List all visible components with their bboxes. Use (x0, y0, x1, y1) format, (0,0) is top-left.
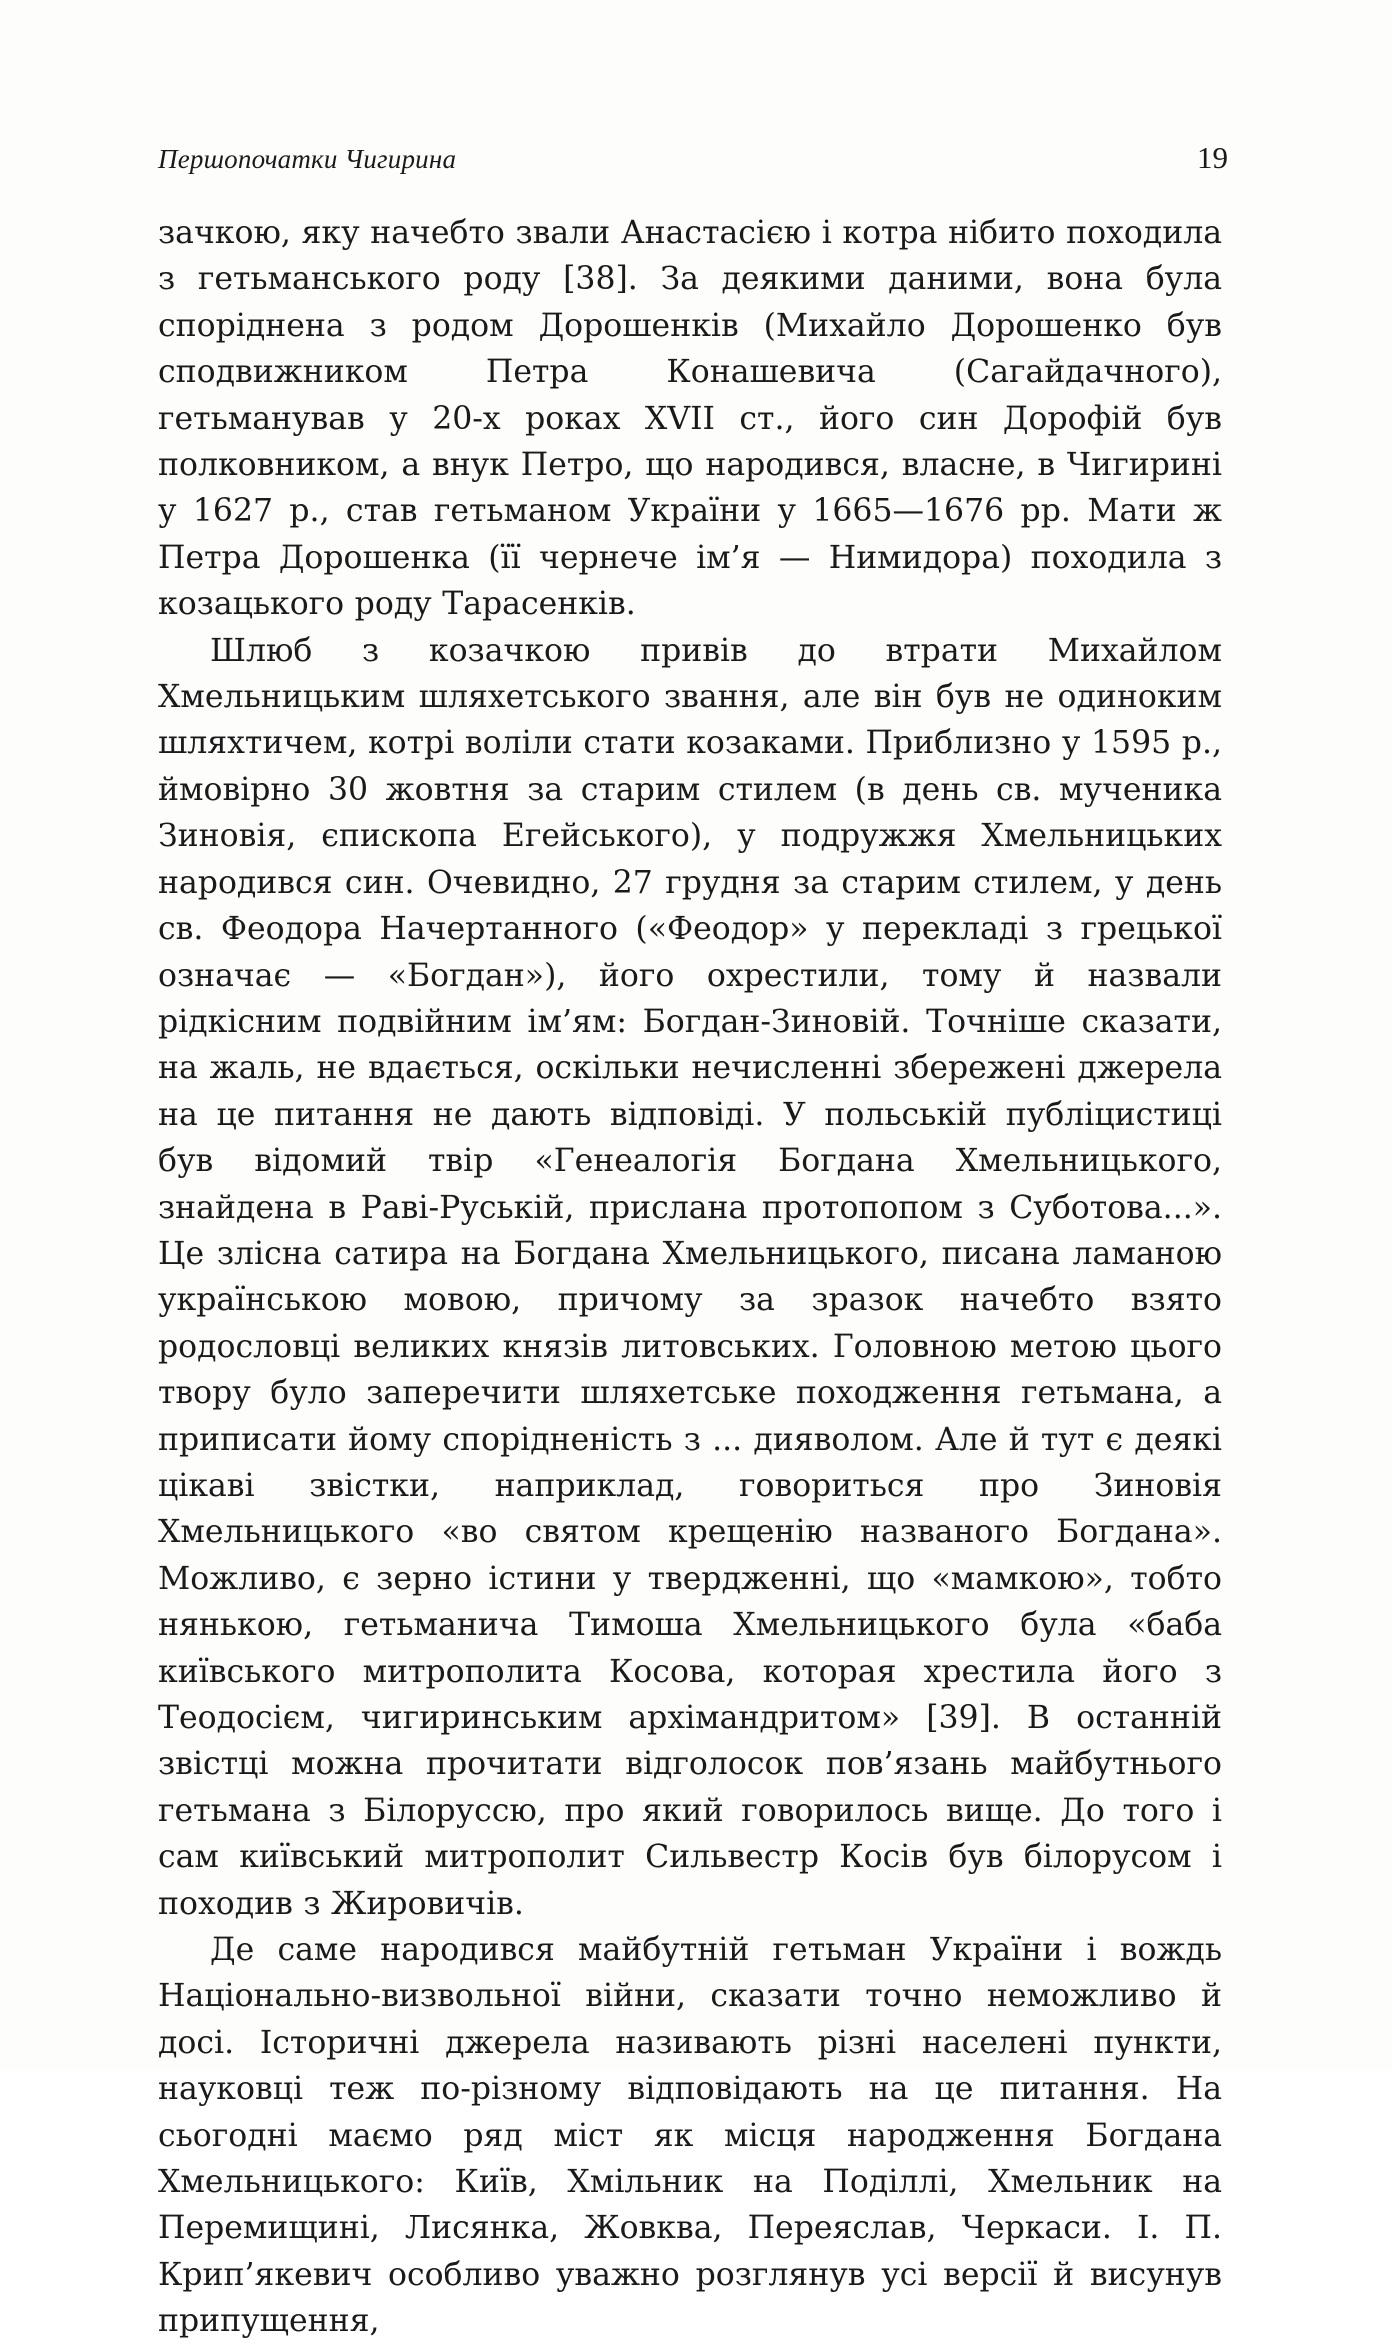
running-title: Першопочатки Чигирина (158, 144, 457, 174)
paragraph-continued: зачкою, яку начебто звали Анастасією і котра нібито походила з гетьманського роду [38]. За деякими даними, вона була споріднена з родом Дорошенків (Михайло Дорошенко був сподвижником Петра Конашевича (Сагайдачного), гетьманував у 20-х роках XVII ст., його син Дорофій був полковником, а внук Петро, що народився, власне, в Чигирині у 1627 р., став гетьманом України у 1665—1676 рр. Мати ж Петра Дорошенка (її чернече ім’я — Нимидора) походила з козацького роду Тарасенків. (158, 215, 1222, 623)
body-text (158, 210, 1222, 2345)
running-head (158, 140, 1228, 196)
paragraph: Де саме народився майбутній гетьман України і вождь Національно-визвольної війни, сказати точно неможливо й досі. Історичні джерела називають різні населені пункти, науковці теж по-різному відповідають на це питання. На сьогодні маємо ряд міст як місця народження Богдана Хмельницького: Київ, Хмільник на Поділлі, Хмельник на Перемищині, Лисянка, Жовква, Переяслав, Черкаси. І. П. Крип’якевич особливо уважно розглянув усі версії й висунув припущення, (158, 1932, 1222, 2340)
page-number: 19 (1197, 140, 1228, 175)
paragraph: Шлюб з козачкою привів до втрати Михайлом Хмельницьким шляхетського звання, але він був не одиноким шляхтичем, котрі воліли стати козаками. Приблизно у 1595 р., ймовірно 30 жовтня за старим стилем (в день св. мученика Зиновія, єпископа Егейського), у подружжя Хмельницьких народився син. Очевидно, 27 грудня за старим стилем, у день св. Феодора Начертанного («Феодор» у перекладі з грецької означає — «Богдан»), його охрестили, тому й назвали рідкісним подвійним ім’ям: Богдан-Зиновій. Точніше сказати, на жаль, не вдається, оскільки нечисленні збережені джерела на це питання не дають відповіді. У польській публіцистиці був відомий твір «Генеалогія Богдана Хмельницького, знайдена в Раві-Руській, прислана протопопом з Суботова...». Це злісна сатира на Богдана Хмельницького, писана ламаною українською мовою, причому за зразок начебто взято родословці великих князів литовських. Головною метою цього твору було заперечити шляхетське походження гетьмана, а приписати йому спорідненість з ... дияволом. Але й тут є деякі цікаві звістки, наприклад, говориться про Зиновія Хмельницького «во святом крещенію названого Богдана». Можливо, є зерно істини у твердженні, що «мамкою», тобто нянькою, гетьманича Тимоша Хмельницького була «баба київського митрополита Косова, котоpая хрестила його з Теодосієм, чигиринським архімандритом» [39]. В останній звістці можна прочитати відголосок пов’язань майбутнього гетьмана з Білоруссю, про який говорилось вище. До того і сам київський митрополит Сильвестр Косів був білорусом і походив з Жировичів. (158, 632, 1222, 1922)
